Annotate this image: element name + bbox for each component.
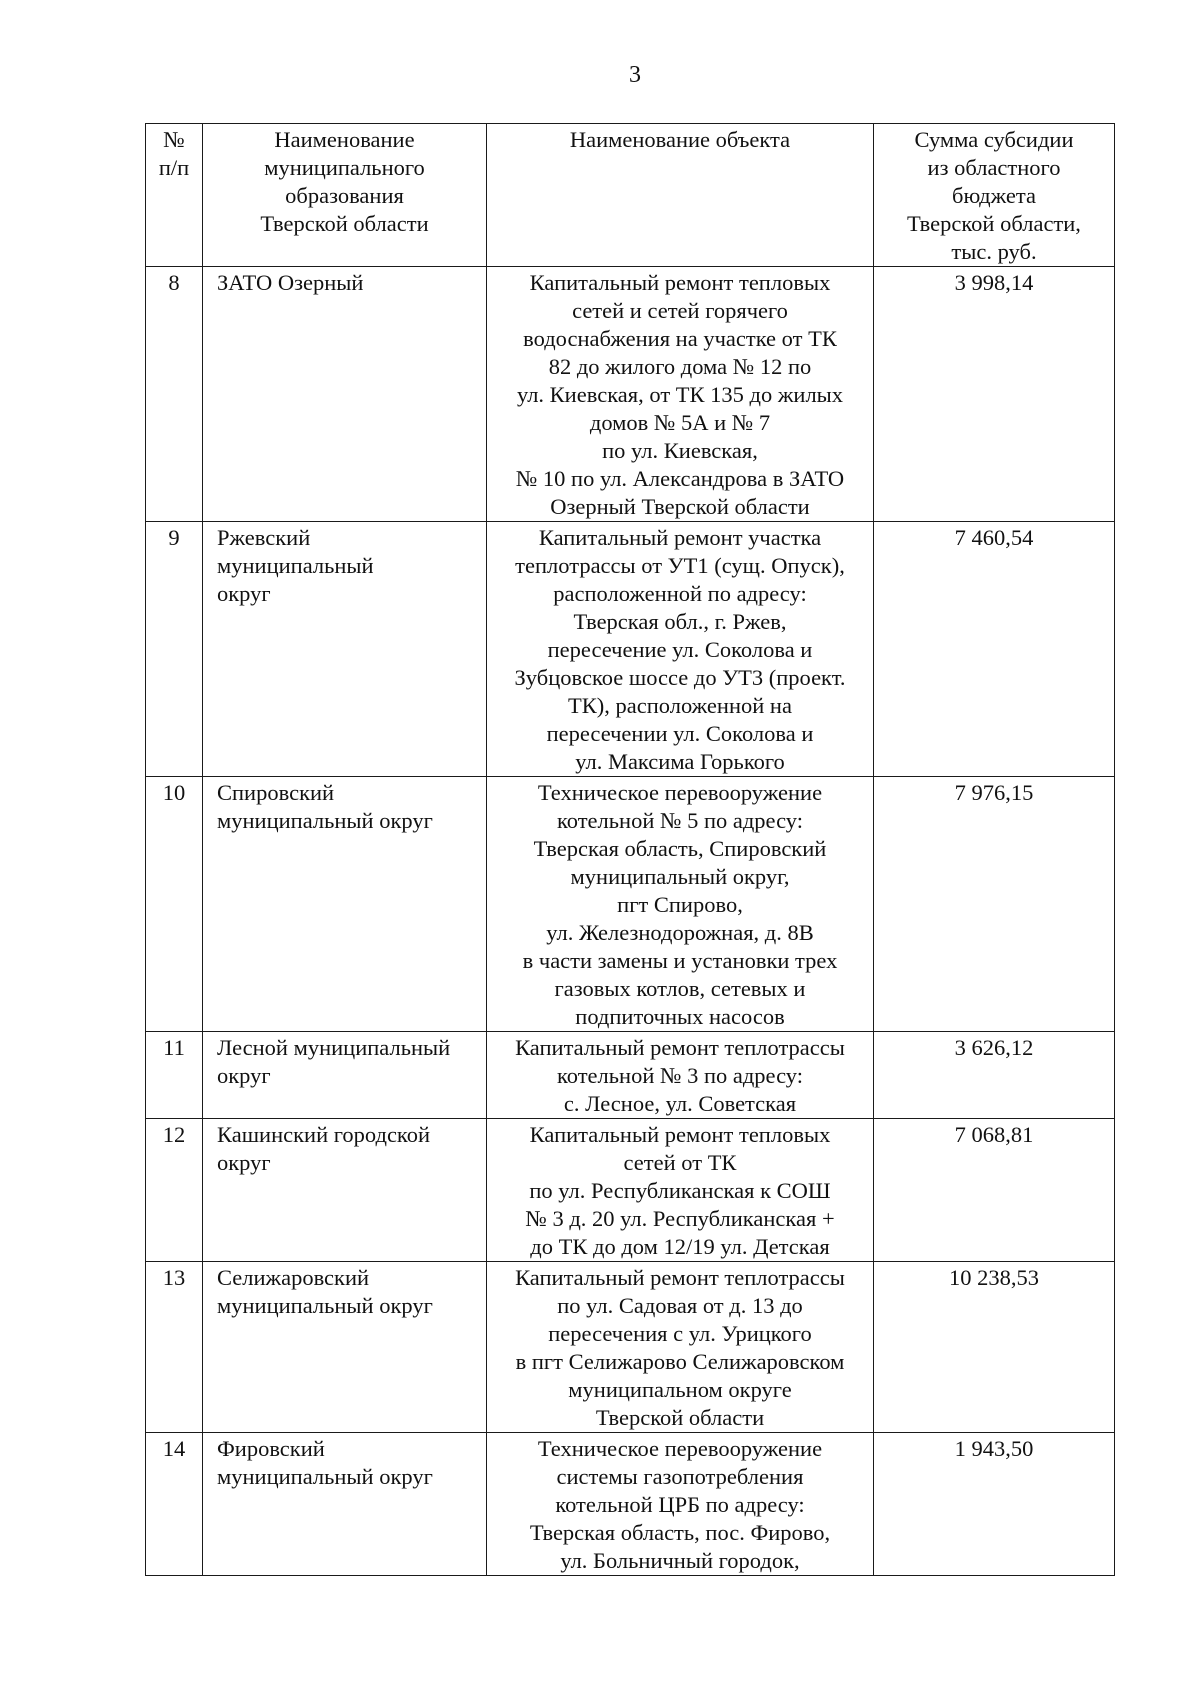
table-row [146,1262,1115,1433]
object-line: котельной № 3 по адресу: [556,1063,804,1088]
object-cell [487,267,874,522]
header-line: Наименование объекта [569,127,791,152]
municipality-line: муниципальный округ [217,808,433,833]
object-line: Капитальный ремонт теплотрассы [515,1265,845,1290]
table-row [146,267,1115,522]
municipality-cell [203,1119,487,1262]
row-number: 13 [146,1262,203,1433]
row-number: 9 [146,522,203,777]
subsidy-amount: 1 943,50 [874,1433,1115,1576]
object-line: водоснабжения на участке от ТК [523,326,837,351]
object-line: до ТК до дом 12/19 ул. Детская [530,1234,830,1259]
object-cell [487,1262,874,1433]
object-line: Тверской области [595,1405,765,1430]
object-line: котельной ЦРБ по адресу: [555,1492,805,1517]
header-object [487,124,874,267]
object-line: сетей и сетей горячего [572,298,788,323]
object-line: Капитальный ремонт участка [538,525,822,550]
object-line: ул. Киевская, от ТК 135 до жилых [516,382,844,407]
object-line: в части замены и установки трех [522,948,838,973]
row-number: 12 [146,1119,203,1262]
row-number: 14 [146,1433,203,1576]
municipality-line: Селижаровский [217,1265,370,1290]
object-line: подпиточных насосов [575,1004,785,1029]
object-line: ТК), расположенной на [568,693,792,718]
municipality-line: округ [217,581,271,606]
header-line: бюджета [952,183,1036,208]
object-line: котельной № 5 по адресу: [556,808,804,833]
object-line: муниципальный округ, [570,864,790,889]
header-municipality [203,124,487,267]
header-line: образования [285,183,404,208]
table-row [146,1032,1115,1119]
row-number: 11 [146,1032,203,1119]
header-line: Сумма субсидии [914,127,1074,152]
object-line: пересечение ул. Соколова и [547,637,813,662]
object-line: № 10 по ул. Александрова в ЗАТО [515,466,845,491]
row-number: 10 [146,777,203,1032]
object-line: Капитальный ремонт теплотрассы [515,1035,845,1060]
municipality-line: Ржевский [217,525,311,550]
object-line: теплотрассы от УТ1 (сущ. Опуск), [515,553,845,578]
table-body [146,267,1115,1576]
table-row [146,522,1115,777]
municipality-cell [203,1433,487,1576]
municipality-cell [203,1262,487,1433]
table-header-row [146,124,1115,267]
header-line: Наименование [274,127,415,152]
municipality-line: округ [217,1063,271,1088]
object-line: ул. Максима Горького [575,749,785,774]
subsidy-amount: 10 238,53 [874,1262,1115,1433]
object-line: Зубцовское шоссе до УТ3 (проект. [514,665,846,690]
object-line: ул. Больничный городок, [560,1548,800,1573]
object-line: Тверская обл., г. Ржев, [573,609,787,634]
object-line: по ул. Садовая от д. 13 до [557,1293,803,1318]
object-line: Тверская область, Спировский [533,836,827,861]
object-line: расположенной по адресу: [553,581,807,606]
subsidy-amount: 7 068,81 [874,1119,1115,1262]
object-line: пересечения с ул. Урицкого [548,1321,812,1346]
header-line: тыс. руб. [951,239,1037,264]
header-line: Тверской области, [907,211,1081,236]
municipality-cell [203,777,487,1032]
municipality-line: Лесной муниципальный [217,1035,451,1060]
table-row [146,777,1115,1032]
object-line: муниципальном округе [568,1377,792,1402]
object-line: с. Лесное, ул. Советская [563,1091,797,1116]
page-number: 3 [629,62,641,88]
municipality-cell [203,522,487,777]
header-line: Тверской области [260,211,429,236]
municipality-cell [203,267,487,522]
object-line: ул. Железнодорожная, д. 8В [546,920,814,945]
municipality-cell [203,1032,487,1119]
object-cell [487,1119,874,1262]
object-line: Тверская область, пос. Фирово, [529,1520,831,1545]
municipality-line: муниципальный [217,553,374,578]
object-line: Техническое перевооружение [537,780,823,805]
table-row [146,1119,1115,1262]
object-line: домов № 5А и № 7 [589,410,771,435]
object-line: сетей от ТК [623,1150,737,1175]
municipality-line: Фировский [217,1436,325,1461]
table-row [146,1433,1115,1576]
municipality-line: муниципальный округ [217,1293,433,1318]
row-number: 8 [146,267,203,522]
municipality-line: Спировский [217,780,335,805]
object-line: 82 до жилого дома № 12 по [548,354,812,379]
municipality-line: округ [217,1150,271,1175]
municipality-line: ЗАТО Озерный [217,270,364,295]
object-cell [487,777,874,1032]
header-line: муниципального [264,155,425,180]
subsidy-amount: 7 976,15 [874,777,1115,1032]
object-line: системы газопотребления [556,1464,804,1489]
object-line: по ул. Киевская, [602,438,758,463]
object-cell [487,522,874,777]
object-line: Капитальный ремонт тепловых [529,270,831,295]
object-line: пгт Спирово, [617,892,743,917]
object-line: пересечении ул. Соколова и [546,721,814,746]
municipality-line: муниципальный округ [217,1464,433,1489]
object-line: Капитальный ремонт тепловых [529,1122,831,1147]
municipality-line: Кашинский городской [217,1122,431,1147]
object-line: по ул. Республиканская к СОШ [529,1178,831,1203]
subsidy-amount: 7 460,54 [874,522,1115,777]
subsidy-amount: 3 626,12 [874,1032,1115,1119]
object-cell [487,1032,874,1119]
header-number [146,124,203,267]
subsidy-amount: 3 998,14 [874,267,1115,522]
header-line: № [163,127,185,152]
object-line: Озерный Тверской области [550,494,810,519]
subsidy-table [145,123,1115,1576]
header-line: из областного [927,155,1061,180]
header-amount [874,124,1115,267]
object-cell [487,1433,874,1576]
object-line: № 3 д. 20 ул. Республиканская + [525,1206,835,1231]
object-line: газовых котлов, сетевых и [554,976,806,1001]
object-line: Техническое перевооружение [537,1436,823,1461]
header-line: п/п [158,155,190,180]
object-line: в пгт Селижарово Селижаровском [515,1349,845,1374]
